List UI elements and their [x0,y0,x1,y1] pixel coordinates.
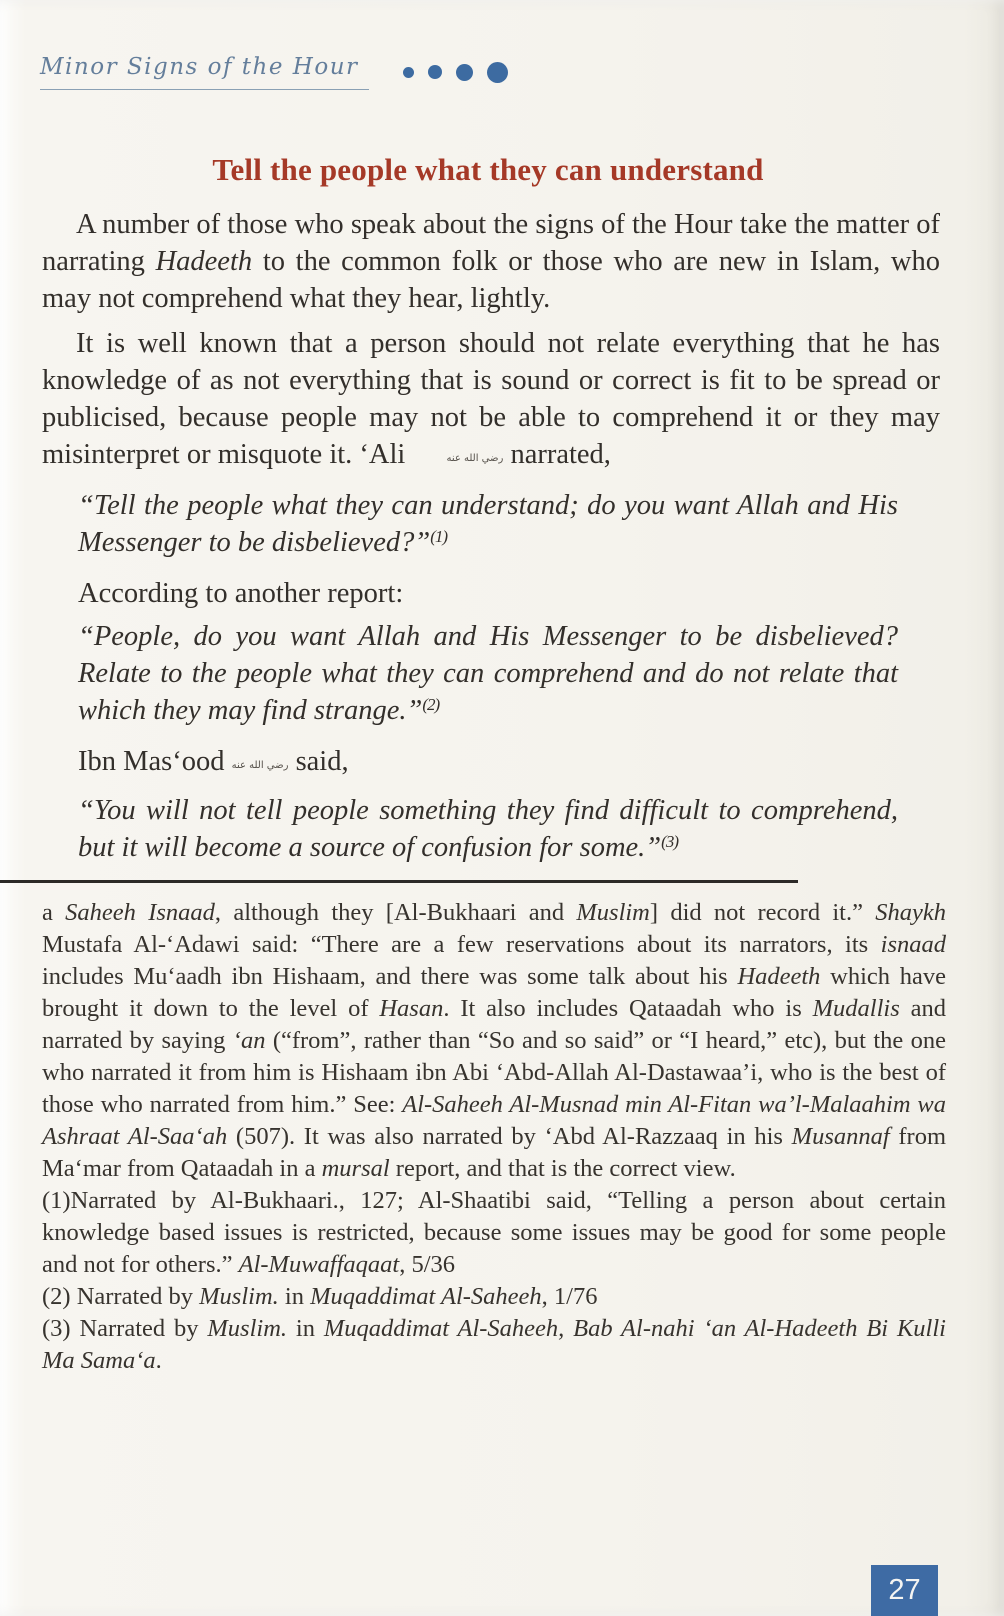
italic-term: ‘an [232,1027,266,1054]
text-run: , 5/36 [399,1251,456,1278]
text-run: report, and that is the correct view. [389,1155,736,1182]
page-number-badge: 27 [871,1565,938,1616]
text-run: “You will not tell people something they find difficult to comprehend, but it will become a source of confusion for some.” [78,795,898,863]
hadeeth-quote [78,792,898,866]
honorific-mark: رضي الله عنه [231,760,289,771]
footnote-paragraph [42,1185,946,1281]
italic-term: Musannaf [791,1123,890,1150]
text-run: “People, do you want Allah and His Messenger to be disbelieved? Relate to the people what they can comprehend and do not relate that which they may find strange.” [78,621,898,726]
text-run: , although they [Al-Bukhaari and [214,899,577,926]
footnote-ref: (2) [422,695,440,714]
body-paragraph [42,206,940,317]
body-paragraph [42,325,940,479]
text-run: (3) Narrated by [42,1315,208,1342]
text-run: It is well known that a person should not relate everything that he has knowledge of as not everything that is sound or correct is fit to be spread or publicised, because people may not be able to comprehend it or they may misinterpret or misquote it. ‘Ali [42,328,940,470]
italic-term: Muslim. [199,1283,279,1310]
header-dot-icon [487,62,508,83]
text-run: Mustafa Al-‘Adawi said: “There are a few reservations about its narrators, its [42,931,881,958]
text-run: , 1/76 [541,1283,598,1310]
header-dots [389,62,508,83]
text-run: in [278,1283,311,1310]
italic-term: Shaykh [875,899,947,926]
text-run: a [42,899,66,926]
text-run: from Ma‘mar from Qataadah in a [42,1123,946,1182]
chapter-header-title: Minor Signs of the Hour [40,54,359,80]
hadeeth-quote [78,618,898,729]
italic-term: Muqaddimat Al-Saheeh, Bab Al-nahi ‘an Al-Hadeeth Bi Kulli Ma Sama‘a [42,1315,946,1374]
body-paragraph [78,743,940,786]
text-run: (507). It was also narrated by ‘Abd Al-Razzaaq in his [227,1123,792,1150]
hadeeth-quote [78,487,898,561]
text-run: (2) Narrated by [42,1283,200,1310]
chapter-header-underline [40,54,369,90]
italic-term: Muslim [576,899,650,926]
text-run: which have brought it down to the level of [42,963,946,1022]
text-run: said, [288,746,349,777]
text-run: narrated, [503,439,611,470]
text-run: (1)Narrated by Al-Bukhaari., 127; Al-Shaatibi said, “Telling a person about certain knowledge based issues is restricted, because some issues may be good for some people and not for others.” [42,1187,946,1278]
text-run: “Tell the people what they can understand; do you want Allah and His Messenger to be disbelieved?” [78,490,898,558]
italic-term: Al-Muwaffaqaat [238,1251,400,1278]
italic-term: Saheeh Isnaad [65,899,215,926]
italic-term: Hasan [379,995,444,1022]
text-run: includes Mu‘aadh ibn Hishaam, and there was some talk about his [42,963,738,990]
text-run: in [287,1315,324,1342]
footnotes [42,897,946,1377]
italic-term: Hadeeth [155,246,253,277]
header-dot-icon [456,64,473,81]
footnote-paragraph [42,897,946,1185]
text-run: Ibn Mas‘ood [78,746,232,777]
italic-term: Muslim. [207,1315,288,1342]
text-run: (“from”, rather than “So and so said” or “I heard,” etc), but the one who narrated it from him is Hishaam ibn Abi ‘Abd-Allah Al-Dastawaa’i, who is the best of those who narrated from him.” See: [42,1027,946,1118]
text-run: According to another report: [78,578,404,609]
italic-term: Al-Saheeh Al-Musnad min Al-Fitan wa’l-Malaahim wa Ashraat Al-Saa‘ah [42,1091,947,1150]
italic-term: Hadeeth [737,963,821,990]
text-run: . [155,1347,162,1374]
footnote-ref: (3) [661,832,678,851]
page-header [40,54,1004,90]
header-dot-icon [403,67,414,78]
footnote-paragraph [42,1281,946,1313]
italic-term: isnaad [880,931,946,958]
italic-term: mursal [321,1155,390,1182]
footnote-ref: (1) [430,527,448,546]
italic-term: Mudallis [812,995,900,1022]
honorific-mark: رضي الله عنه [446,453,504,464]
text-run: ] did not record it.” [649,899,876,926]
text-run: . It also includes Qataadah who is [443,995,813,1022]
italic-term: Muqaddimat Al-Saheeh [310,1283,542,1310]
text-run: A number of those who speak about the signs of the Hour take the matter of narrating [42,209,940,277]
body-content [42,206,940,866]
page-title: Tell the people what they can understand [212,152,764,187]
body-paragraph [78,575,940,612]
text-run: and narrated by saying [42,995,946,1054]
footnote-separator [0,880,798,883]
footnote-paragraph [42,1313,946,1377]
header-dot-icon [428,65,442,79]
text-run: to the common folk or those who are new in Islam, who may not comprehend what they hear, lightly. [42,246,940,314]
